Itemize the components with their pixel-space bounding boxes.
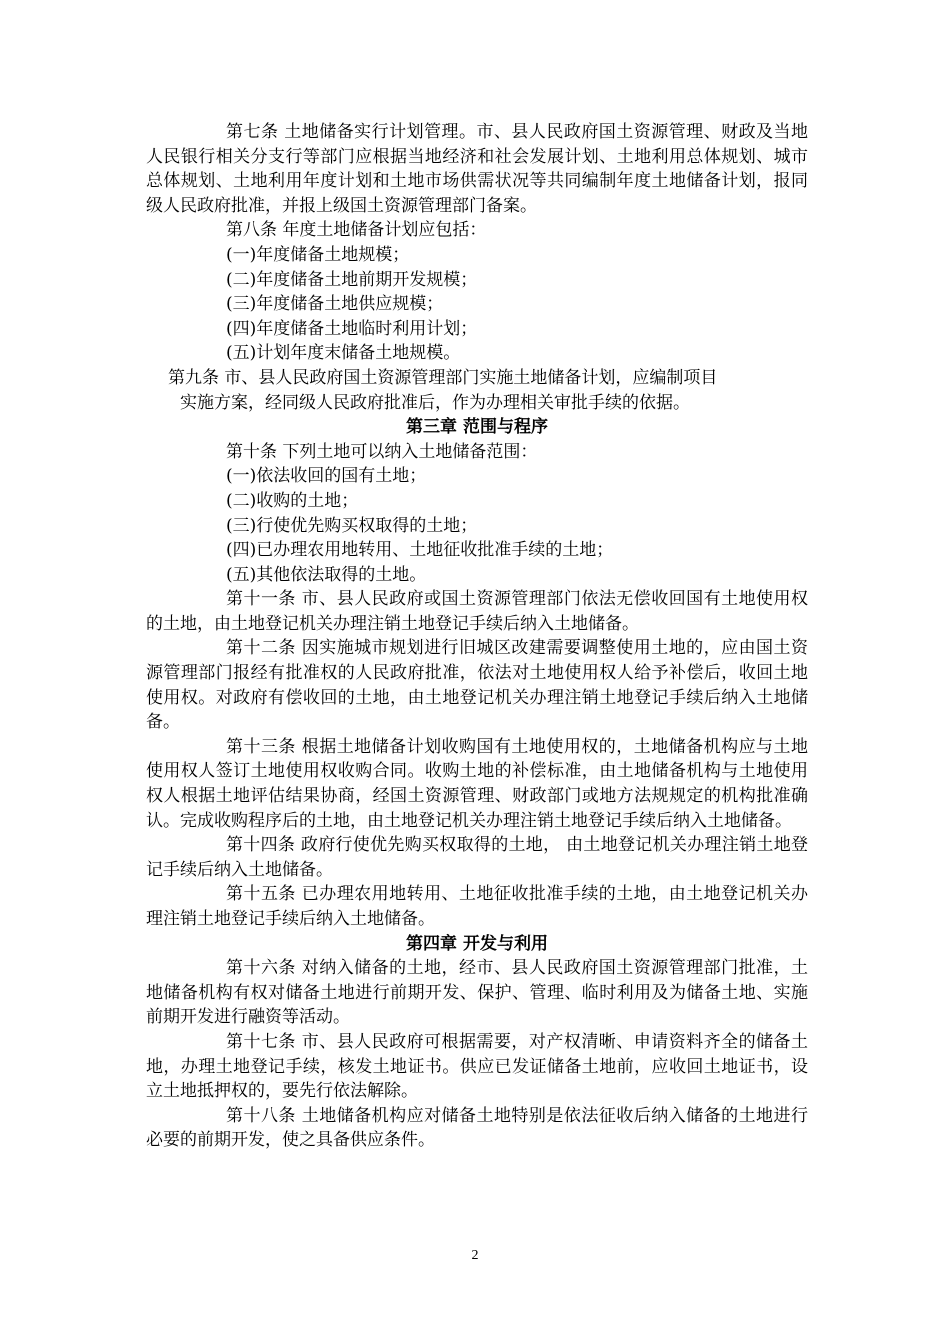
article-paragraph xyxy=(146,366,808,415)
list-item: (五)计划年度末储备土地规模。 xyxy=(226,343,461,364)
article-paragraph: 第十七条 市、县人民政府可根据需要，对产权清晰、申请资料齐全的储备土地，办理土地登记手续，核发土地证书。供应已发证储备土地前，应收回土地证书，设立土地抵押权的，要先行依法解除。 xyxy=(146,1031,808,1102)
list-item: (三)行使优先购买权取得的土地； xyxy=(226,515,478,536)
list-item: (五)其他依法取得的土地。 xyxy=(226,564,427,585)
article-paragraph: 第十一条 市、县人民政府或国土资源管理部门依法无偿收回国有土地使用权的土地，由土地登记机关办理注销土地登记手续后纳入土地储备。 xyxy=(146,589,808,634)
article-line: 第九条 市、县人民政府国土资源管理部门实施土地储备计划，应编制项目 xyxy=(168,367,718,388)
page-number: 2 xyxy=(471,1248,479,1263)
article-paragraph: 第十四条 政府行使优先购买权取得的土地， 由土地登记机关办理注销土地登记手续后纳入土地储备。 xyxy=(146,835,808,880)
list-item: (四)年度储备土地临时利用计划； xyxy=(226,318,478,339)
article-paragraph: 第八条 年度土地储备计划应包括： xyxy=(226,220,487,241)
chapter-heading: 第四章 开发与利用 xyxy=(406,933,548,954)
article-paragraph: 第七条 土地储备实行计划管理。市、县人民政府国土资源管理、财政及当地人民银行相关分支行等部门应根据当地经济和社会发展计划、土地利用总体规划、城市总体规划、土地利用年度计划和土地市场供需状况等共同编制年度土地储备计划，报同级人民政府批准，并报上级国土资源管理部门备案。 xyxy=(146,122,808,216)
article-paragraph: 第十二条 因实施城市规划进行旧城区改建需要调整使用土地的，应由国土资源管理部门报经有批准权的人民政府批准，依法对土地使用权人给予补偿后，收回土地使用权。对政府有偿收回的土地，由土地登记机关办理注销土地登记手续后纳入土地储备。 xyxy=(146,638,808,733)
list-item: (一)依法收回的国有土地； xyxy=(226,466,427,487)
article-paragraph: 第十六条 对纳入储备的土地，经市、县人民政府国土资源管理部门批准，土地储备机构有权对储备土地进行前期开发、保护、管理、临时利用及为储备土地、实施前期开发进行融资等活动。 xyxy=(146,958,808,1028)
article-paragraph: 第十三条 根据土地储备计划收购国有土地使用权的，土地储备机构应与土地使用权人签订土地使用权收购合同。收购土地的补偿标准，由土地储备机构与土地使用权人根据土地评估结果协商，经国土资源管理、财政部门或地方法规规定的机构批准确认。完成收购程序后的土地，由土地登记机关办理注销土地登记手续后纳入土地储备。 xyxy=(146,736,808,831)
list-item: (二)收购的土地； xyxy=(226,490,359,511)
article-line: 实施方案，经同级人民政府批准后，作为办理相关审批手续的依据。 xyxy=(180,392,690,413)
article-paragraph: 第十八条 土地储备机构应对储备土地特别是依法征收后纳入储备的土地进行必要的前期开发，使之具备供应条件。 xyxy=(146,1105,808,1151)
list-item: (一)年度储备土地规模； xyxy=(226,244,410,265)
list-item: (二)年度储备土地前期开发规模； xyxy=(226,269,478,290)
article-paragraph: 第十条 下列土地可以纳入土地储备范围： xyxy=(226,441,538,462)
list-item: (三)年度储备土地供应规模； xyxy=(226,294,444,315)
chapter-heading: 第三章 范围与程序 xyxy=(406,417,548,438)
article-paragraph: 第十五条 已办理农用地转用、土地征收批准手续的土地，由土地登记机关办理注销土地登记手续后纳入土地储备。 xyxy=(146,884,808,929)
document-body xyxy=(146,120,808,1153)
list-item: (四)已办理农用地转用、土地征收批准手续的土地； xyxy=(226,540,614,561)
